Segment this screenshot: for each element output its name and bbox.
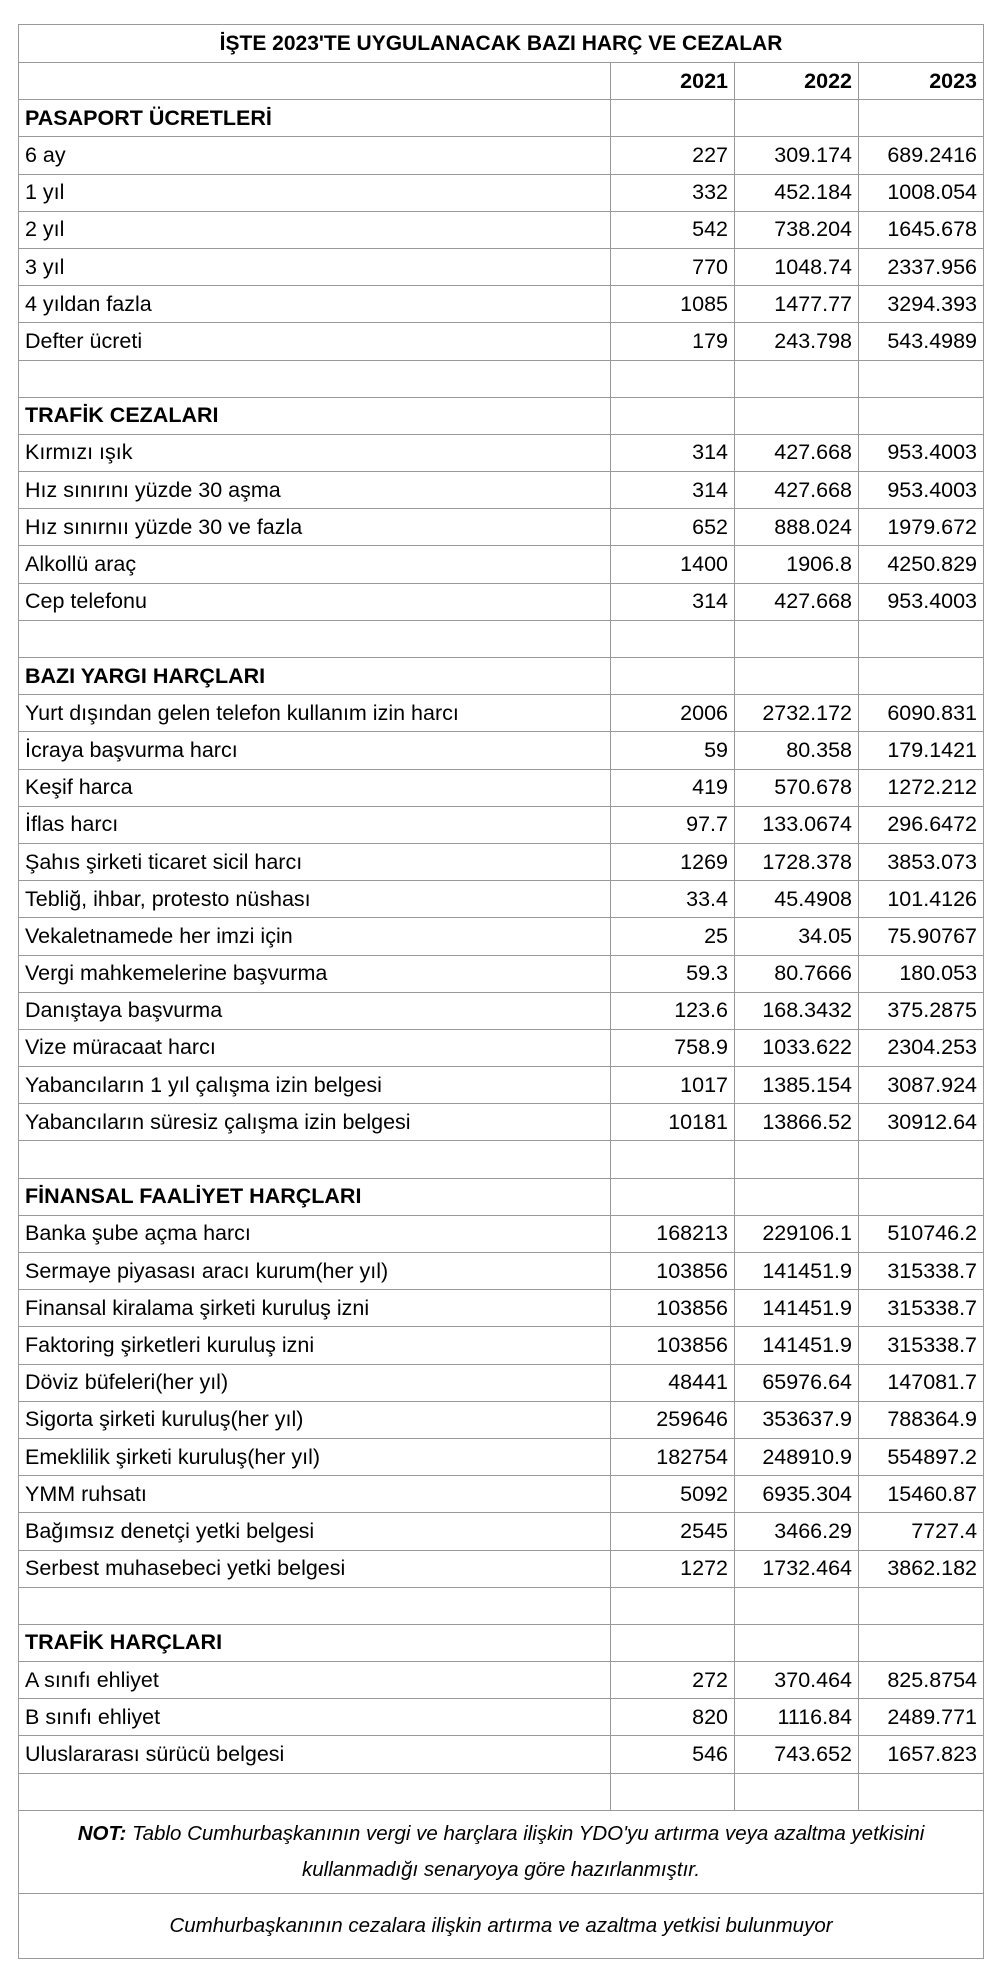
- table-row: [19, 918, 984, 955]
- value-2021: 25: [611, 918, 735, 955]
- table-row: [19, 1327, 984, 1364]
- empty-cell: [859, 100, 984, 137]
- section-heading-row: [19, 1624, 984, 1661]
- value-2022: 65976.64: [735, 1364, 859, 1401]
- value-2021: 48441: [611, 1364, 735, 1401]
- value-2021: 103856: [611, 1253, 735, 1290]
- value-2023: 3853.073: [859, 843, 984, 880]
- value-2023: 788364.9: [859, 1401, 984, 1438]
- value-2022: 243.798: [735, 323, 859, 360]
- spacer-row: [19, 1587, 984, 1624]
- note-prefix: NOT:: [77, 1821, 127, 1845]
- value-2021: 314: [611, 434, 735, 471]
- empty-cell: [735, 360, 859, 397]
- section-heading: BAZI YARGI HARÇLARI: [19, 658, 611, 695]
- value-2021: 168213: [611, 1215, 735, 1252]
- empty-cell: [611, 397, 735, 434]
- value-2021: 227: [611, 137, 735, 174]
- value-2022: 743.652: [735, 1736, 859, 1773]
- value-2023: 1008.054: [859, 174, 984, 211]
- section-heading: TRAFİK HARÇLARI: [19, 1624, 611, 1661]
- value-2021: 652: [611, 509, 735, 546]
- empty-cell: [611, 1587, 735, 1624]
- row-label: Vize müracaat harcı: [19, 1029, 611, 1066]
- value-2022: 309.174: [735, 137, 859, 174]
- empty-cell: [859, 620, 984, 657]
- row-label: Banka şube açma harcı: [19, 1215, 611, 1252]
- note-row: [19, 1810, 984, 1893]
- empty-cell: [19, 1773, 611, 1810]
- row-label: Yabancıların 1 yıl çalışma izin belgesi: [19, 1067, 611, 1104]
- section-heading: TRAFİK CEZALARI: [19, 397, 611, 434]
- value-2022: 3466.29: [735, 1513, 859, 1550]
- row-label: Faktoring şirketleri kuruluş izni: [19, 1327, 611, 1364]
- section-heading: FİNANSAL FAALİYET HARÇLARI: [19, 1178, 611, 1215]
- row-label: Emeklilik şirketi kuruluş(her yıl): [19, 1438, 611, 1475]
- empty-cell: [19, 360, 611, 397]
- row-label: Finansal kiralama şirketi kuruluş izni: [19, 1290, 611, 1327]
- row-label: YMM ruhsatı: [19, 1476, 611, 1513]
- table-row: [19, 1104, 984, 1141]
- value-2022: 141451.9: [735, 1253, 859, 1290]
- empty-cell: [735, 1773, 859, 1810]
- value-2022: 168.3432: [735, 992, 859, 1029]
- empty-cell: [735, 1141, 859, 1178]
- value-2023: 554897.2: [859, 1438, 984, 1475]
- value-2021: 1269: [611, 843, 735, 880]
- section-heading-row: [19, 100, 984, 137]
- value-2021: 332: [611, 174, 735, 211]
- empty-cell: [859, 1773, 984, 1810]
- empty-cell: [611, 1624, 735, 1661]
- table-row: [19, 1736, 984, 1773]
- row-label: İflas harcı: [19, 806, 611, 843]
- value-2023: 510746.2: [859, 1215, 984, 1252]
- value-2022: 452.184: [735, 174, 859, 211]
- value-2022: 427.668: [735, 583, 859, 620]
- table-row: [19, 806, 984, 843]
- table-row: [19, 1438, 984, 1475]
- table-row: [19, 1364, 984, 1401]
- empty-cell: [859, 360, 984, 397]
- value-2021: 1085: [611, 286, 735, 323]
- value-2021: 103856: [611, 1327, 735, 1364]
- empty-cell: [611, 1773, 735, 1810]
- value-2021: 542: [611, 211, 735, 248]
- row-label: Uluslararası sürücü belgesi: [19, 1736, 611, 1773]
- section-heading-row: [19, 1178, 984, 1215]
- value-2023: 2489.771: [859, 1699, 984, 1736]
- row-label: 1 yıl: [19, 174, 611, 211]
- table-row: [19, 137, 984, 174]
- footer-row: [19, 1893, 984, 1958]
- value-2022: 80.7666: [735, 955, 859, 992]
- value-2022: 248910.9: [735, 1438, 859, 1475]
- value-2021: 59: [611, 732, 735, 769]
- value-2021: 1017: [611, 1067, 735, 1104]
- row-label: Vekaletnamede her imzi için: [19, 918, 611, 955]
- row-label: Kırmızı ışık: [19, 434, 611, 471]
- fees-table: [18, 24, 984, 1959]
- value-2023: 3087.924: [859, 1067, 984, 1104]
- value-2022: 1477.77: [735, 286, 859, 323]
- empty-cell: [735, 1624, 859, 1661]
- value-2022: 1728.378: [735, 843, 859, 880]
- table-row: [19, 1513, 984, 1550]
- table-row: [19, 992, 984, 1029]
- value-2021: 123.6: [611, 992, 735, 1029]
- empty-cell: [735, 658, 859, 695]
- value-2023: 6090.831: [859, 695, 984, 732]
- value-2022: 888.024: [735, 509, 859, 546]
- footer-text: Cumhurbaşkanının cezalara ilişkin artırma ve azaltma yetkisi bulunmuyor: [19, 1893, 984, 1958]
- value-2022: 1906.8: [735, 546, 859, 583]
- value-2022: 1732.464: [735, 1550, 859, 1587]
- table-row: [19, 472, 984, 509]
- value-2023: 953.4003: [859, 434, 984, 471]
- spacer-row: [19, 360, 984, 397]
- table-title: İŞTE 2023'TE UYGULANACAK BAZI HARÇ VE CEZALAR: [19, 25, 984, 63]
- value-2022: 141451.9: [735, 1327, 859, 1364]
- value-2023: 315338.7: [859, 1290, 984, 1327]
- value-2023: 315338.7: [859, 1253, 984, 1290]
- spacer-row: [19, 1773, 984, 1810]
- value-2023: 179.1421: [859, 732, 984, 769]
- value-2021: 97.7: [611, 806, 735, 843]
- row-label: Şahıs şirketi ticaret sicil harcı: [19, 843, 611, 880]
- spacer-row: [19, 1141, 984, 1178]
- value-2023: 147081.7: [859, 1364, 984, 1401]
- table-row: [19, 695, 984, 732]
- row-label: Cep telefonu: [19, 583, 611, 620]
- value-2021: 5092: [611, 1476, 735, 1513]
- value-2023: 543.4989: [859, 323, 984, 360]
- value-2023: 15460.87: [859, 1476, 984, 1513]
- row-label: Bağımsız denetçi yetki belgesi: [19, 1513, 611, 1550]
- note-cell: [19, 1810, 984, 1893]
- value-2021: 259646: [611, 1401, 735, 1438]
- value-2023: 2304.253: [859, 1029, 984, 1066]
- row-label: Keşif harca: [19, 769, 611, 806]
- value-2022: 2732.172: [735, 695, 859, 732]
- value-2022: 80.358: [735, 732, 859, 769]
- row-label: Yurt dışından gelen telefon kullanım izin harcı: [19, 695, 611, 732]
- table-row: [19, 769, 984, 806]
- value-2023: 689.2416: [859, 137, 984, 174]
- empty-cell: [611, 1178, 735, 1215]
- value-2021: 546: [611, 1736, 735, 1773]
- table-row: [19, 434, 984, 471]
- empty-cell: [859, 1178, 984, 1215]
- value-2021: 10181: [611, 1104, 735, 1141]
- year-header-2023: 2023: [859, 63, 984, 100]
- table-row: [19, 286, 984, 323]
- row-label: Döviz büfeleri(her yıl): [19, 1364, 611, 1401]
- value-2023: 3862.182: [859, 1550, 984, 1587]
- value-2021: 2545: [611, 1513, 735, 1550]
- value-2022: 570.678: [735, 769, 859, 806]
- value-2021: 820: [611, 1699, 735, 1736]
- section-heading-row: [19, 658, 984, 695]
- value-2022: 6935.304: [735, 1476, 859, 1513]
- table-row: [19, 1290, 984, 1327]
- value-2023: 1645.678: [859, 211, 984, 248]
- value-2022: 353637.9: [735, 1401, 859, 1438]
- row-label: Sigorta şirketi kuruluş(her yıl): [19, 1401, 611, 1438]
- value-2023: 296.6472: [859, 806, 984, 843]
- row-label: Alkollü araç: [19, 546, 611, 583]
- value-2022: 229106.1: [735, 1215, 859, 1252]
- empty-cell: [859, 1587, 984, 1624]
- year-header-2022: 2022: [735, 63, 859, 100]
- row-label: 2 yıl: [19, 211, 611, 248]
- row-label: Serbest muhasebeci yetki belgesi: [19, 1550, 611, 1587]
- value-2023: 3294.393: [859, 286, 984, 323]
- table-row: [19, 211, 984, 248]
- empty-cell: [611, 620, 735, 657]
- value-2023: 375.2875: [859, 992, 984, 1029]
- table-row: [19, 174, 984, 211]
- value-2023: 101.4126: [859, 881, 984, 918]
- value-2022: 427.668: [735, 472, 859, 509]
- table-row: [19, 323, 984, 360]
- table-row: [19, 881, 984, 918]
- empty-cell: [735, 1178, 859, 1215]
- value-2022: 1033.622: [735, 1029, 859, 1066]
- empty-cell: [611, 100, 735, 137]
- value-2021: 419: [611, 769, 735, 806]
- value-2023: 75.90767: [859, 918, 984, 955]
- value-2023: 825.8754: [859, 1662, 984, 1699]
- value-2021: 770: [611, 248, 735, 285]
- value-2023: 4250.829: [859, 546, 984, 583]
- empty-cell: [19, 1587, 611, 1624]
- section-heading-row: [19, 397, 984, 434]
- value-2023: 1657.823: [859, 1736, 984, 1773]
- value-2021: 2006: [611, 695, 735, 732]
- row-label: İcraya başvurma harcı: [19, 732, 611, 769]
- value-2021: 314: [611, 472, 735, 509]
- value-2021: 179: [611, 323, 735, 360]
- value-2021: 758.9: [611, 1029, 735, 1066]
- empty-cell: [735, 397, 859, 434]
- value-2021: 33.4: [611, 881, 735, 918]
- table-row: [19, 546, 984, 583]
- row-label: A sınıfı ehliyet: [19, 1662, 611, 1699]
- year-header-row: [19, 63, 984, 100]
- empty-cell: [735, 1587, 859, 1624]
- value-2022: 13866.52: [735, 1104, 859, 1141]
- table-row: [19, 955, 984, 992]
- label-header-cell: [19, 63, 611, 100]
- value-2022: 370.464: [735, 1662, 859, 1699]
- row-label: Defter ücreti: [19, 323, 611, 360]
- empty-cell: [859, 1624, 984, 1661]
- value-2023: 1979.672: [859, 509, 984, 546]
- table-row: [19, 1401, 984, 1438]
- empty-cell: [735, 620, 859, 657]
- value-2021: 1272: [611, 1550, 735, 1587]
- value-2023: 30912.64: [859, 1104, 984, 1141]
- empty-cell: [611, 1141, 735, 1178]
- table-row: [19, 1253, 984, 1290]
- year-header-2021: 2021: [611, 63, 735, 100]
- table-row: [19, 583, 984, 620]
- spacer-row: [19, 620, 984, 657]
- table-row: [19, 1550, 984, 1587]
- row-label: 4 yıldan fazla: [19, 286, 611, 323]
- row-label: Danıştaya başvurma: [19, 992, 611, 1029]
- value-2023: 1272.212: [859, 769, 984, 806]
- row-label: Hız sınırını yüzde 30 aşma: [19, 472, 611, 509]
- empty-cell: [611, 360, 735, 397]
- value-2023: 180.053: [859, 955, 984, 992]
- empty-cell: [859, 397, 984, 434]
- row-label: Hız sınırnıı yüzde 30 ve fazla: [19, 509, 611, 546]
- table-row: [19, 248, 984, 285]
- value-2022: 738.204: [735, 211, 859, 248]
- value-2021: 182754: [611, 1438, 735, 1475]
- table-row: [19, 1662, 984, 1699]
- empty-cell: [859, 1141, 984, 1178]
- value-2023: 7727.4: [859, 1513, 984, 1550]
- value-2022: 141451.9: [735, 1290, 859, 1327]
- value-2023: 315338.7: [859, 1327, 984, 1364]
- value-2022: 34.05: [735, 918, 859, 955]
- value-2021: 103856: [611, 1290, 735, 1327]
- row-label: Yabancıların süresiz çalışma izin belgesi: [19, 1104, 611, 1141]
- empty-cell: [735, 100, 859, 137]
- value-2022: 1385.154: [735, 1067, 859, 1104]
- empty-cell: [19, 1141, 611, 1178]
- table-row: [19, 509, 984, 546]
- row-label: Vergi mahkemelerine başvurma: [19, 955, 611, 992]
- row-label: Tebliğ, ihbar, protesto nüshası: [19, 881, 611, 918]
- value-2022: 427.668: [735, 434, 859, 471]
- value-2022: 45.4908: [735, 881, 859, 918]
- value-2023: 953.4003: [859, 583, 984, 620]
- row-label: B sınıfı ehliyet: [19, 1699, 611, 1736]
- value-2021: 1400: [611, 546, 735, 583]
- table-row: [19, 1215, 984, 1252]
- row-label: 6 ay: [19, 137, 611, 174]
- value-2022: 133.0674: [735, 806, 859, 843]
- empty-cell: [611, 658, 735, 695]
- value-2023: 2337.956: [859, 248, 984, 285]
- table-row: [19, 1699, 984, 1736]
- row-label: Sermaye piyasası aracı kurum(her yıl): [19, 1253, 611, 1290]
- row-label: 3 yıl: [19, 248, 611, 285]
- table-row: [19, 1029, 984, 1066]
- note-text: Tablo Cumhurbaşkanının vergi ve harçlara ilişkin YDO'yu artırma veya azaltma yetkisini kullanmadığı senaryoya göre hazırlanmıştır.: [131, 1821, 925, 1881]
- fees-table-body: [19, 25, 984, 1959]
- value-2021: 314: [611, 583, 735, 620]
- value-2021: 272: [611, 1662, 735, 1699]
- table-row: [19, 1476, 984, 1513]
- table-row: [19, 732, 984, 769]
- value-2023: 953.4003: [859, 472, 984, 509]
- title-row: [19, 25, 984, 63]
- value-2022: 1048.74: [735, 248, 859, 285]
- empty-cell: [859, 658, 984, 695]
- table-row: [19, 843, 984, 880]
- value-2022: 1116.84: [735, 1699, 859, 1736]
- section-heading: PASAPORT ÜCRETLERİ: [19, 100, 611, 137]
- table-row: [19, 1067, 984, 1104]
- empty-cell: [19, 620, 611, 657]
- value-2021: 59.3: [611, 955, 735, 992]
